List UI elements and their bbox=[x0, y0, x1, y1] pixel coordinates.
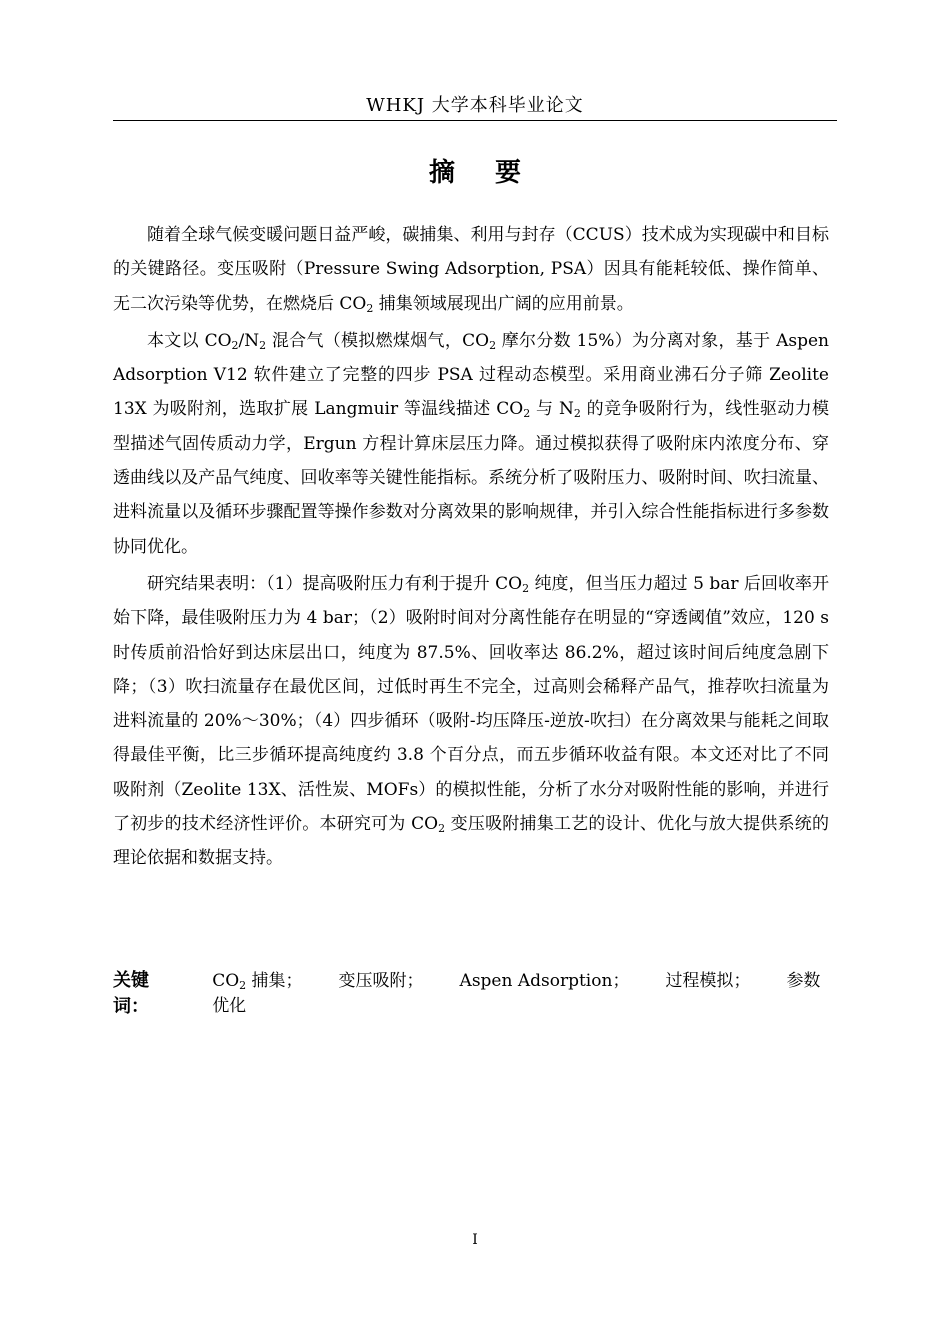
subscript: 2 bbox=[231, 338, 239, 352]
keywords-line bbox=[113, 966, 837, 1018]
subscript: 2 bbox=[438, 822, 446, 836]
keywords-list bbox=[212, 966, 837, 1016]
abstract-paragraph: 随着全球气候变暖问题日益严峻，碳捕集、利用与封存（CCUS）技术成为实现碳中和目标的关键路径。变压吸附（Pressure Swing Adsorption, PSA）因具有能耗较低、操作简单、无二次污染等优势，在燃烧后 $CO_2$ 捕集领域展现出广阔的应用前景。 bbox=[113, 225, 829, 315]
abstract-paragraph: 研究结果表明：（1）提高吸附压力有利于提升 $CO_2$ 纯度，但当压力超过 5 bar 后回收率开始下降，最佳吸附压力为 4 bar；（2）吸附时间对分离性能存在明显的“穿透阈值”效应，120 s 时传质前沿恰好到达床层出口，纯度为 87.5%、回收率达 86.2%，超过该时间后纯度急剧下降；（3）吹扫流量存在最优区间，过低时再生不完全，过高则会稀释产品气，推荐吹扫流量为进料流量的 20%～30%；（4）四步循环（吸附-均压降压-逆放-吹扫）在分离效果与能耗之间取得最佳平衡，比三步循环提高纯度约 3.8 个百分点，而五步循环收益有限。本文还对比了不同吸附剂（Zeolite 13X、活性炭、MOFs）的模拟性能，分析了水分对吸附性能的影响，并进行了初步的技术经济性评价。本研究可为 $CO_2$ 变压吸附捕集工艺的设计、优化与放大提供系统的理论依据和数据支持。 bbox=[113, 573, 829, 869]
subscript: 2 bbox=[523, 407, 531, 421]
abstract-title: 摘要 bbox=[428, 158, 561, 188]
keywords-label: 关键词： bbox=[113, 970, 149, 1017]
keyword-item: $CO_2$ 捕集； bbox=[212, 971, 303, 992]
keyword-item: 过程模拟； bbox=[665, 971, 751, 991]
keyword-item: 变压吸附； bbox=[338, 971, 424, 991]
subscript: 2 bbox=[522, 581, 530, 595]
keyword-item: Aspen Adsorption； bbox=[459, 971, 630, 991]
page-header bbox=[113, 92, 837, 121]
page-number: I bbox=[472, 1232, 478, 1248]
subscript: 2 bbox=[259, 338, 267, 352]
abstract-paragraph: 本文以 $CO_2/N_2$ 混合气（模拟燃煤烟气，$CO_2$ 摩尔分数 15%）为分离对象，基于 Aspen Adsorption V12 软件建立了完整的四步 PSA 过程动态模型。采用商业沸石分子筛 Zeolite 13X 为吸附剂，选取扩展 Langmuir 等温线描述 $CO_2$ 与 $N_2$ 的竞争吸附行为，线性驱动力模型描述气固传质动力学，Ergun 方程计算床层压力降。通过模拟获得了吸附床内浓度分布、穿透曲线以及产品气纯度、回收率等关键性能指标。系统分析了吸附压力、吸附时间、吹扫流量、进料流量以及循环步骤配置等操作参数对分离效果的影响规律，并引入综合性能指标进行多参数协同优化。 bbox=[113, 330, 829, 557]
subscript: 2 bbox=[489, 338, 497, 352]
abstract-body bbox=[113, 218, 829, 879]
subscript: 2 bbox=[573, 407, 581, 421]
header-title: WHKJ 大学本科毕业论文 bbox=[366, 95, 584, 116]
keyword-item: 参数优化 bbox=[212, 971, 821, 1016]
subscript: 2 bbox=[366, 301, 374, 315]
